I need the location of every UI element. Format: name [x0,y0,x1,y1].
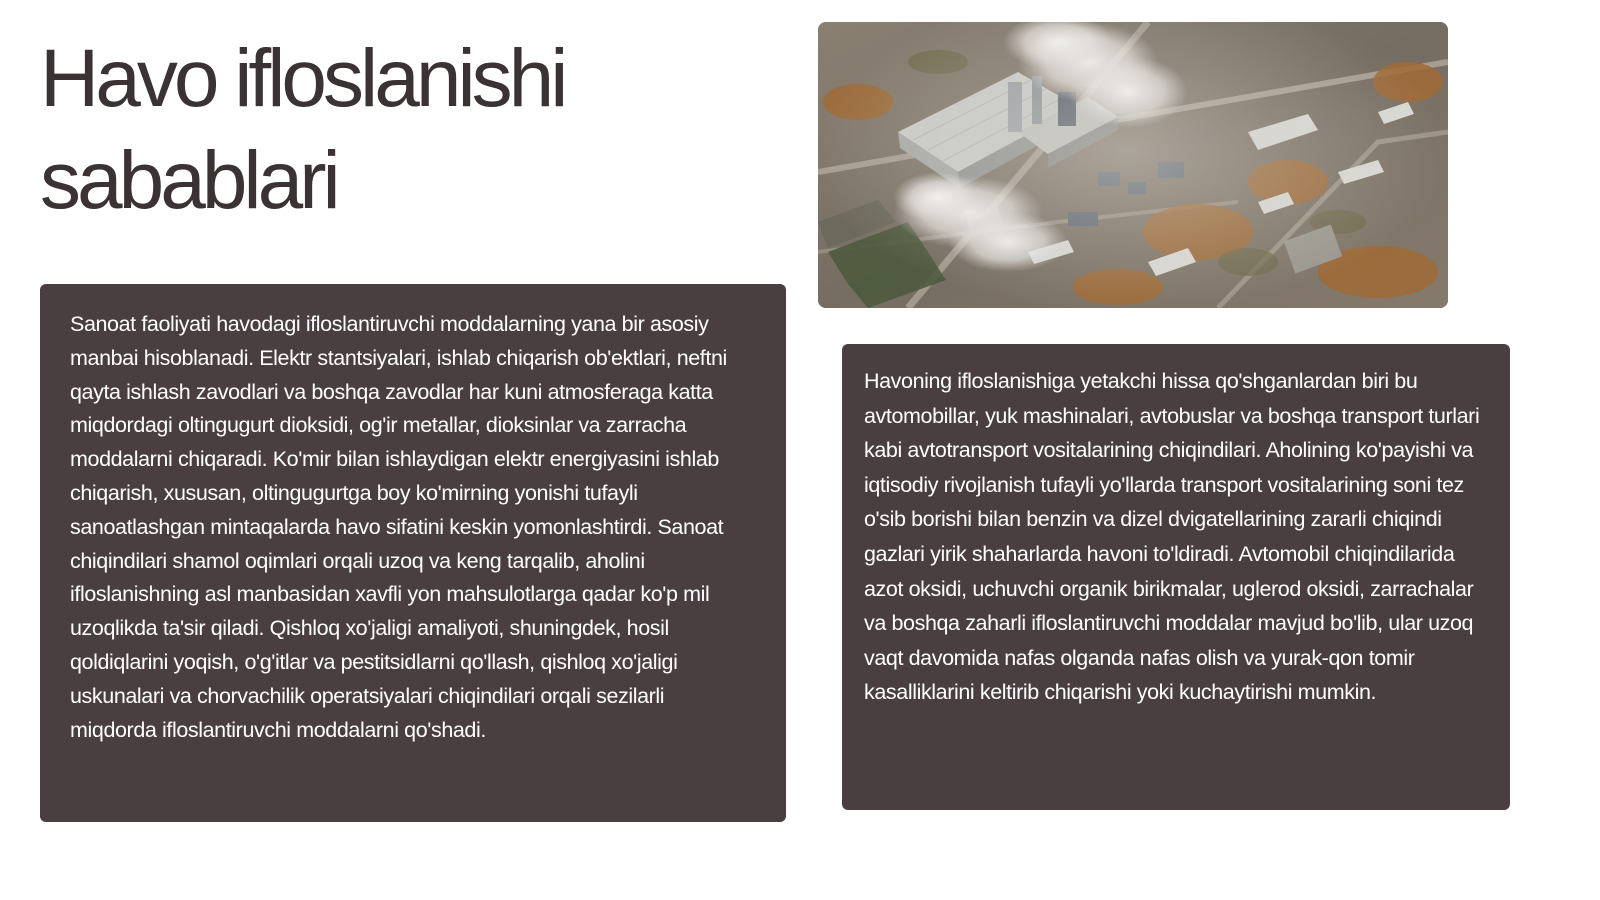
vehicle-emissions-text: Havoning ifloslanishiga yetakchi hissa qo'shganlardan biri bu avtomobillar, yuk mashinalari, avtobuslar va boshqa transport turlari kabi avtotransport vositalarining chiqindilari. Aholining ko'payishi va iqtisodiy rivojlanish tufayli yo'llarda transport vositalarining soni tez o'sib borishi bilan benzin va dizel dvigatellarining zararli chiqindi gazlari yirik shaharlarda havoni to'ldiradi. Avtomobil chiqindilarida azot oksidi, uchuvchi organik birikmalar, uglerod oksidi, zarrachalar va boshqa zaharli ifloslantiruvchi moddalar mavjud bo'lib, ular uzoq vaqt davomida nafas olganda nafas olish va yurak-qon tomir kasalliklarini keltirib chiqarishi yoki kuchaytirishi mumkin. [864,369,1480,705]
title-line-1: Havo ifloslanishi [40,33,565,124]
title-line-2: sabablari [40,135,337,226]
slide-title [40,28,680,232]
industrial-plant-illustration [818,22,1448,308]
industrial-plant-image [818,22,1448,308]
vehicle-emissions-card [842,344,1510,810]
industrial-sources-text: Sanoat faoliyati havodagi ifloslantiruvchi moddalarning yana bir asosiy manbai hisoblanadi. Elektr stantsiyalari, ishlab chiqarish ob'ektlari, neftni qayta ishlash zavodlari va boshqa zavodlar har kuni atmosferaga katta miqdordagi oltingugurt dioksidi, og'ir metallar, dioksinlar va zarracha moddalarni chiqaradi. Ko'mir bilan ishlaydigan elektr energiyasini ishlab chiqarish, xususan, oltingugurtga boy ko'mirning yonishi tufayli sanoatlashgan mintaqalarda havo sifatini keskin yomonlashtirdi. Sanoat chiqindilari shamol oqimlari orqali uzoq va keng tarqalib, aholini ifloslanishning asl manbasidan xavfli yon mahsulotlarga qadar ko'p mil uzoqlikda ta'sir qiladi. Qishloq xo'jaligi amaliyoti, shuningdek, hosil qoldiqlarini yoqish, o'g'itlar va pestitsidlarni qo'llash, qishloq xo'jaligi uskunalari va chorvachilik operatsiyalari chiqindilari orqali sezilarli miqdorda ifloslantiruvchi moddalarni qo'shadi. [70,312,727,742]
industrial-sources-card [40,284,786,822]
